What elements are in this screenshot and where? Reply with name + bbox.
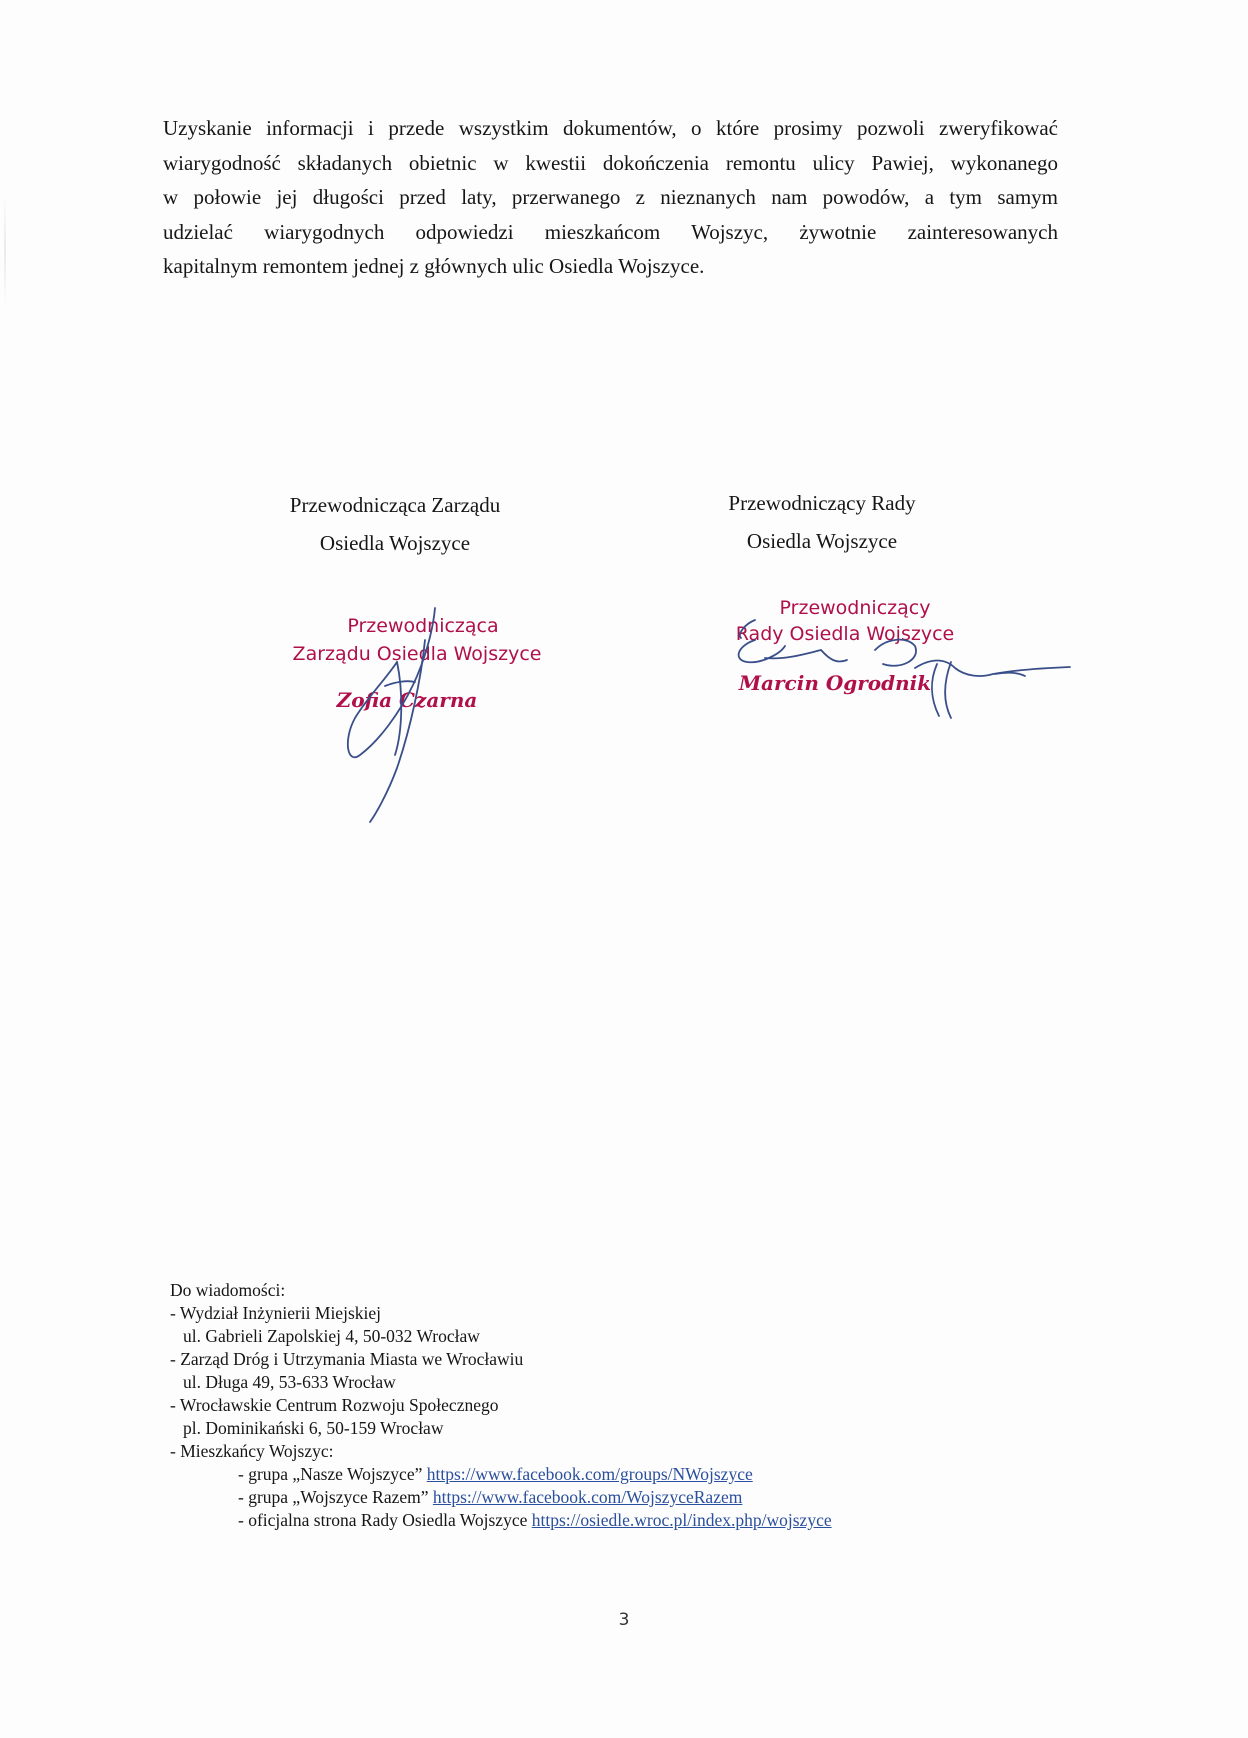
signature-block-left bbox=[215, 486, 575, 562]
body-paragraph bbox=[163, 111, 1058, 284]
signature-block-right bbox=[662, 484, 982, 560]
scan-artifact bbox=[4, 190, 6, 310]
cc-link-label: - oficjalna strona Rady Osiedla Wojszyce bbox=[238, 1510, 528, 1530]
body-line: w połowie jej długości przed laty, przerwanego z nieznanych nam powodów, a tym samym bbox=[163, 185, 1058, 209]
signature-title-line: Przewodnicząca Zarządu bbox=[289, 493, 501, 517]
body-line: udzielać wiarygodnych odpowiedzi mieszkańcom Wojszyc, żywotnie zainteresowanych bbox=[163, 219, 1058, 244]
stamp-line: Przewodniczący bbox=[779, 597, 931, 619]
signature-title-line: Przewodniczący Rady bbox=[728, 491, 916, 515]
body-line: wiarygodność składanych obietnic w kwestii dokończenia remontu ulicy Pawiej, wykonanego bbox=[163, 150, 1058, 175]
cc-residents-label: - Mieszkańcy Wojszyc: bbox=[170, 1441, 334, 1461]
stamp-line: Zarządu Osiedla Wojszyce bbox=[292, 643, 542, 665]
copies-to-section bbox=[170, 1279, 1070, 1532]
stamp-line: Przewodnicząca bbox=[347, 615, 499, 637]
cc-recipient-name: - Wrocławskie Centrum Rozwoju Społecznego bbox=[170, 1395, 499, 1415]
body-line: kapitalnym remontem jednej z głównych ulic Osiedla Wojszyce. bbox=[163, 254, 705, 278]
stamp-name: Marcin Ogrodnik bbox=[738, 671, 932, 695]
cc-link-row bbox=[170, 1486, 1070, 1509]
stamp-left bbox=[285, 590, 565, 840]
stamp-name: Zofia Czarna bbox=[336, 688, 478, 712]
cc-link-row bbox=[170, 1509, 1070, 1532]
signature-title-line: Osiedla Wojszyce bbox=[746, 529, 898, 553]
cc-link-label: - grupa „Wojszyce Razem” bbox=[238, 1487, 429, 1507]
handwritten-signature-left bbox=[348, 608, 435, 822]
cc-heading: Do wiadomości: bbox=[170, 1280, 286, 1300]
stamp-right bbox=[725, 588, 1145, 748]
facebook-group-link[interactable]: https://www.facebook.com/groups/NWojszyce bbox=[426, 1464, 753, 1484]
body-line: Uzyskanie informacji i przede wszystkim dokumentów, o które prosimy pozwoli zweryfikować bbox=[163, 116, 1058, 140]
cc-recipient-address: pl. Dominikański 6, 50-159 Wrocław bbox=[183, 1418, 444, 1438]
cc-link-row bbox=[170, 1463, 1070, 1486]
cc-recipient-name: - Zarząd Dróg i Utrzymania Miasta we Wrocławiu bbox=[170, 1349, 524, 1369]
stamp-line: Rady Osiedla Wojszyce bbox=[735, 623, 955, 645]
cc-recipient-address: ul. Gabrieli Zapolskiej 4, 50-032 Wrocław bbox=[183, 1326, 480, 1346]
official-site-link[interactable]: https://osiedle.wroc.pl/index.php/wojszyce bbox=[531, 1510, 832, 1530]
cc-recipient-name: - Wydział Inżynierii Miejskiej bbox=[170, 1303, 381, 1323]
cc-recipient-address: ul. Długa 49, 53-633 Wrocław bbox=[183, 1372, 396, 1392]
signature-title-line: Osiedla Wojszyce bbox=[319, 531, 471, 555]
cc-link-label: - grupa „Nasze Wojszyce” bbox=[238, 1464, 423, 1484]
page-number: 3 bbox=[618, 1610, 630, 1630]
facebook-page-link[interactable]: https://www.facebook.com/WojszyceRazem bbox=[432, 1487, 743, 1507]
